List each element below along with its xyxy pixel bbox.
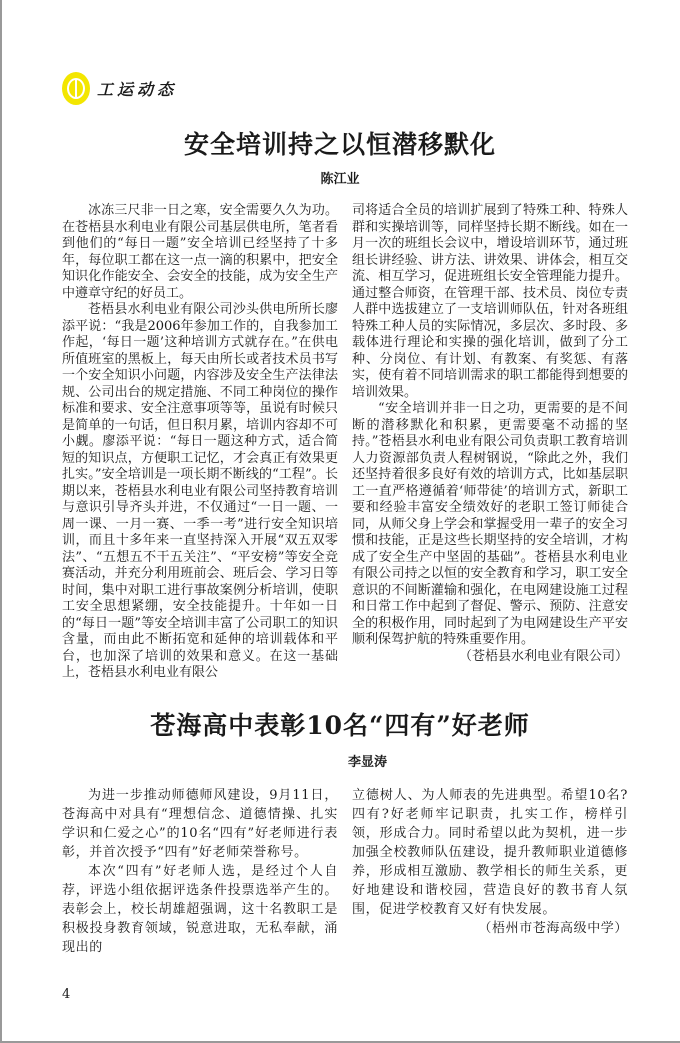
article-author: 李显涛	[347, 754, 387, 770]
section-label: 工运动态	[97, 80, 178, 99]
paragraph: 本次“四有”好老师人选，是经过个人自荐，评选小组依据评选条件投票选举产生的。表彰会上，校长胡雄超强调，这十名教职工是积极投身教育领域，锐意进取，无私奉献，涌现出的	[62, 863, 338, 955]
article-title: 安全培训持之以恒潜移默化	[183, 130, 496, 159]
page-number: 4	[62, 986, 71, 1002]
paragraph: 苍梧县水利电业有限公司沙头供电所所长廖添平说：“我是2006年参加工作的，自我参加工作起，‘每日一题’这种培训方式就存在。”在供电所值班室的黑板上，每天由所长或者技术员书写一个安全知识小问题，内容涉及安全生产法律法规、公司出台的规定措施、不同工种岗位的操作标准和要求、安全注意事项等等，虽说有时候只是简单的一句话，但日积月累，培训内容却不可小觑。廖添平说：“每日一题这种方式，适合简短的知识点，方便职工记忆，才会真正有效果更扎实。”安全培训是一项长期不断线的“工程”。长期以来，苍梧县水利电业有限公司坚持教育培训与意识引导齐头并进，不仅通过“一日一题、一周一课、一月一赛、一季一考”进行安全知识培训，而且十多年来一直坚持深入开展“双五双零法”、“五想五不干五关注”、“平安榜”等安全竞赛活动，并充分利用班前会、班后会、学习日等时间，集中对职工进行事故案例分析培训，使职工安全思想紧绷，安全技能提升。十年如一日的“每日一题”等安全培训丰富了公司职工的知识含量，而由此不断拓宽和延伸的培训载体和平台，也加深了培训的效果和意义。在这一基础上，苍梧县水利电业有限公	[62, 302, 338, 680]
article-author: 陈江业	[320, 172, 360, 187]
paragraph: “安全培训并非一日之功，更需要的是不间断的潜移默化和积累，更需要毫不动摇的坚持。”苍梧县水利电业有限公司负责职工教育培训人力资源部负责人程树钢说，“除此之外，我们还坚持着很多良好有效的培训方式，比如基层职工一直严格遵循着‘师带徒’的培训方式，新职工要和经验丰富安全绩效好的老职工签订师徒合同，从师父身上学会和掌握受用一辈子的安全习惯和技能，正是这些长期坚持的安全培训，才构成了安全生产中坚固的基础”。苍梧县水利电业有限公司持之以恒的安全教育和学习，职工安全意识的不间断灌输和强化，在电网建设施工过程和日常工作中起到了督促、警示、预防、注意安全的积极作用，同时起到了为电网建设生产平安顺利保驾护航的特殊重要作用。	[352, 401, 628, 647]
section-header	[62, 72, 635, 105]
article-title: 苍海高中表彰10名“四有”好老师	[150, 710, 530, 740]
paragraph: 为进一步推动师德师风建设，9月11日，苍海高中对具有“理想信念、道德情操、扎实学识和仁爱之心”的10名“四有”好老师进行表彰，并首次授予“四有”好老师荣誉称号。	[62, 787, 338, 860]
article-columns	[62, 203, 628, 682]
paragraph: 司将适合全员的培训扩展到了特殊工种、特殊人群和实操培训等，同样坚持长期不断线。如在一月一次的班组长会议中，增设培训环节，通过班组长讲经验、讲方法、讲效果、讲体会，相互交流、相互学习，促进班组长安全管理能力提升。通过整合师资，在管理干部、技术员、岗位专责人群中选拔建立了一支培训师队伍，针对各班组特殊工种人员的实际情况，多层次、多时段、多载体进行理论和实操的强化培训，做到了分工种、分岗位、有计划、有教案、有奖惩、有落实，使有着不同培训需求的职工都能得到想要的培训效果。	[352, 203, 628, 400]
article-column-left	[62, 203, 338, 682]
trade-union-logo-icon	[62, 72, 90, 105]
article-column-right	[352, 203, 628, 682]
paragraph: 冰冻三尺非一日之寒，安全需要久久为功。在苍梧县水利电业有限公司基层供电所，笔者看到他们的“每日一题”安全培训已经坚持了十多年，每位职工都在这一点一滴的积累中，把安全知识化作能安全、会安全的技能，成为安全生产中遵章守纪的好员工。	[62, 203, 338, 301]
article-column-left	[62, 786, 338, 957]
article-column-right	[352, 786, 628, 957]
article-columns	[62, 786, 628, 957]
article-source: （梧州市苍海高级中学）	[478, 920, 628, 936]
article-good-teachers	[62, 710, 635, 957]
article-safety-training	[62, 129, 635, 682]
paragraph: 立德树人、为人师表的先进典型。希望10名?四有?好老师牢记职责，扎实工作，榜样引领，形成合力。同时希望以此为契机，进一步加强全校教师队伍建设，提升教师职业道德修养，形成相互激励、教学相长的师生关系，更好地建设和谐校园，营造良好的教书育人氛围，促进学校教育又好有快发展。	[352, 787, 628, 917]
article-source: （苍梧县水利电业有限公司）	[458, 648, 628, 664]
